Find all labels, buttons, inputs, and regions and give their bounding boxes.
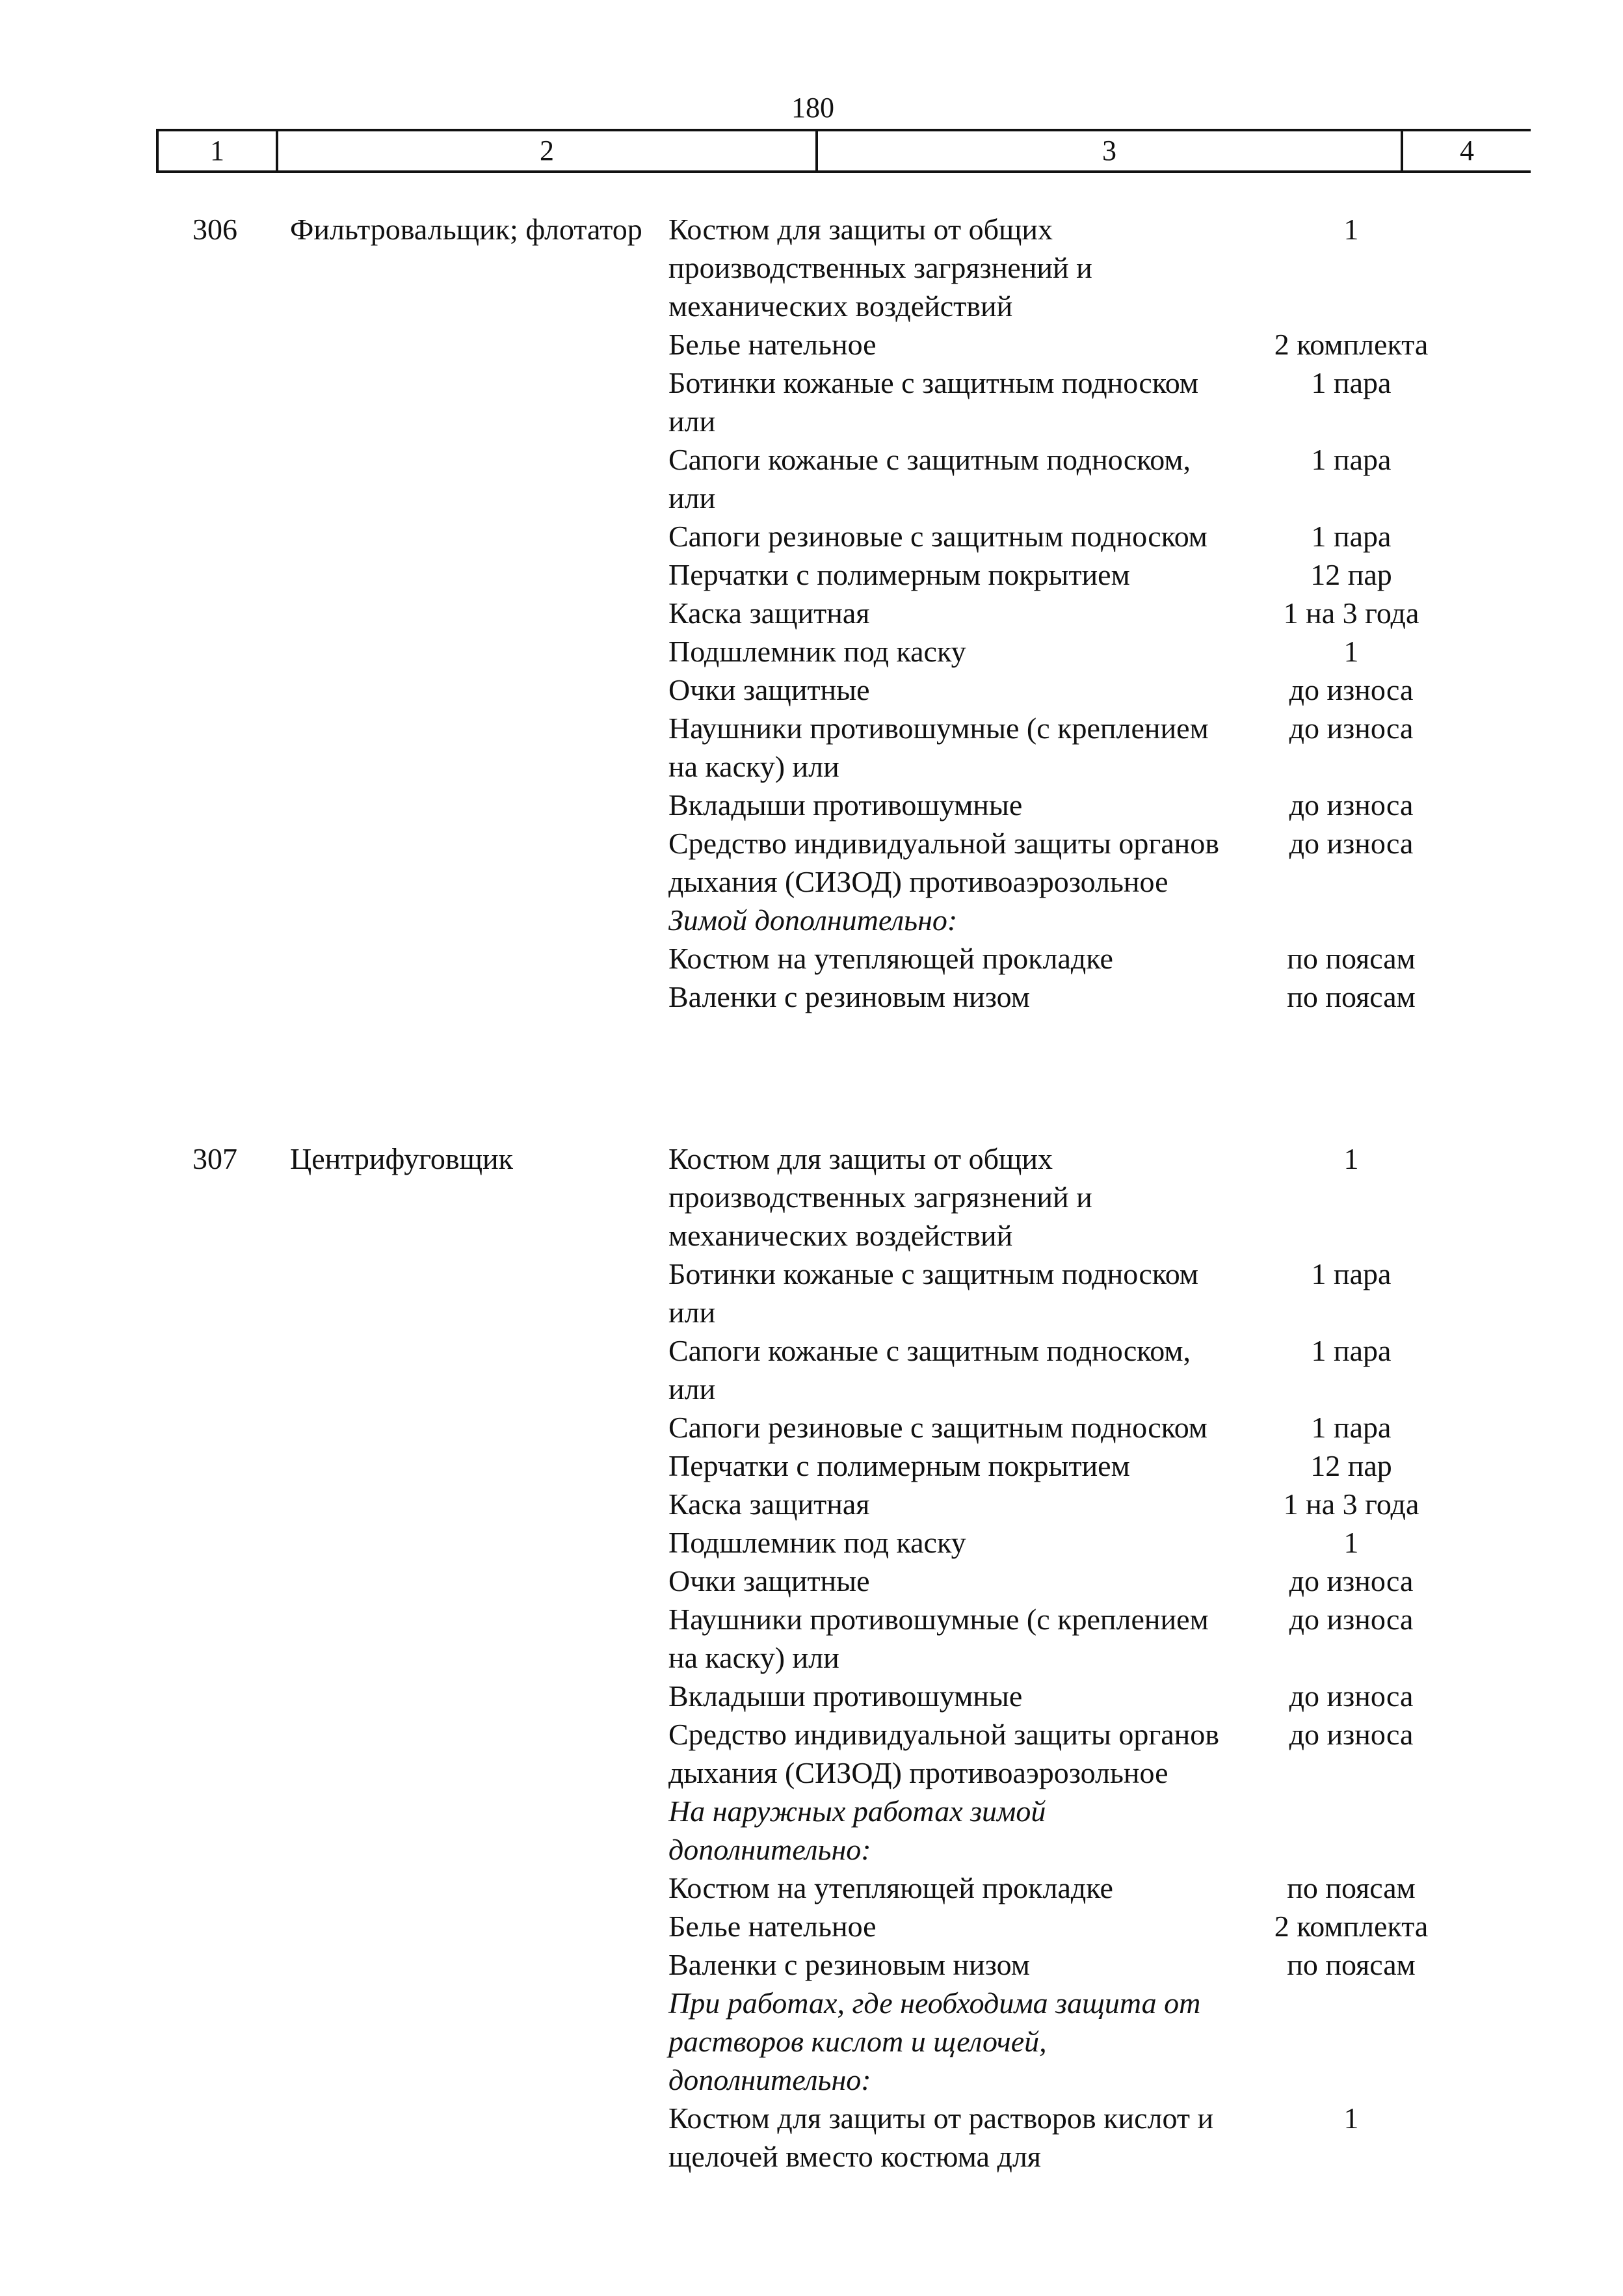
ppe-item-name: Очки защитные xyxy=(668,1564,870,1597)
entry-profession: Центрифуговщик xyxy=(290,1142,514,1175)
ppe-item-qty: 1 пара xyxy=(1311,1257,1392,1290)
ppe-item-name: Костюм на утепляющей прокладке xyxy=(668,1871,1113,1904)
ppe-item xyxy=(668,1600,1514,1677)
ppe-item-name: Сапоги кожаные с защитным подноском, или xyxy=(668,1334,1191,1406)
ppe-item-name: Средство индивидуальной защиты органов дыхания (СИЗОД) противоаэрозольное xyxy=(668,827,1219,898)
ppe-item-qty: до износа xyxy=(1289,1679,1414,1713)
ppe-item xyxy=(668,440,1514,517)
ppe-item xyxy=(668,210,1514,325)
ppe-item-name: Средство индивидуальной защиты органов дыхания (СИЗОД) противоаэрозольное xyxy=(668,1718,1219,1789)
ppe-item xyxy=(668,1447,1514,1485)
ppe-item xyxy=(668,671,1514,709)
ppe-item xyxy=(668,325,1514,364)
ppe-item xyxy=(668,1408,1514,1447)
ppe-item-qty: 12 пар xyxy=(1310,558,1392,591)
ppe-item-name: Костюм для защиты от общих производственных загрязнений и механических воздействий xyxy=(668,213,1092,323)
ppe-item-qty: 1 пара xyxy=(1311,443,1392,476)
ppe-item-name: Ботинки кожаные с защитным подноском или xyxy=(668,1257,1199,1329)
ppe-item-name: Костюм для защиты от общих производственных загрязнений и механических воздействий xyxy=(668,1142,1092,1252)
ppe-item-name: Очки защитные xyxy=(668,673,870,706)
ppe-item xyxy=(668,978,1514,1016)
ppe-item-qty: до износа xyxy=(1289,1564,1414,1597)
ppe-item xyxy=(668,632,1514,671)
ppe-item-qty: 1 xyxy=(1343,1526,1359,1559)
ppe-list xyxy=(668,210,1514,1016)
ppe-item xyxy=(668,1140,1514,1255)
ppe-item xyxy=(668,555,1514,594)
ppe-item-qty: до износа xyxy=(1289,1603,1414,1636)
ppe-item-qty: 1 xyxy=(1343,2102,1359,2135)
ppe-item xyxy=(668,939,1514,978)
ppe-item-qty: до износа xyxy=(1289,673,1414,706)
ppe-item-qty: 12 пар xyxy=(1310,1449,1392,1482)
ppe-item-name: Ботинки кожаные с защитным подноском или xyxy=(668,366,1199,438)
ppe-item-qty: 2 комплекта xyxy=(1274,1910,1429,1943)
ppe-item xyxy=(668,1715,1514,1792)
ppe-item-qty: 1 xyxy=(1343,635,1359,668)
ppe-item xyxy=(668,1255,1514,1331)
ppe-item-name: Перчатки с полимерным покрытием xyxy=(668,1449,1130,1482)
ppe-item-qty: 1 на 3 года xyxy=(1283,1488,1419,1521)
ppe-list xyxy=(668,1140,1514,2176)
ppe-item-qty: 1 пара xyxy=(1311,1334,1392,1367)
ppe-item xyxy=(668,364,1514,440)
entry-number: 307 xyxy=(192,1142,237,1175)
ppe-item xyxy=(668,1562,1514,1600)
table-header-row xyxy=(156,129,1531,173)
ppe-item xyxy=(668,1907,1514,1945)
ppe-item-name: Сапоги резиновые с защитным подноском xyxy=(668,1411,1207,1444)
header-col-4: 4 xyxy=(1460,135,1474,167)
ppe-item-name: Костюм для защиты от растворов кислот и щелочей вместо костюма для xyxy=(668,2102,1214,2173)
ppe-item-name: Каска защитная xyxy=(668,1488,870,1521)
ppe-item-name: Наушники противошумные (с креплением на каску) или xyxy=(668,712,1209,783)
ppe-item-name: Валенки с резиновым низом xyxy=(668,980,1030,1013)
ppe-item xyxy=(668,1485,1514,1523)
header-col-3: 3 xyxy=(818,131,1403,170)
ppe-item-name: Валенки с резиновым низом xyxy=(668,1948,1030,1981)
ppe-item-name: Подшлемник под каску xyxy=(668,1526,966,1559)
entry-number: 306 xyxy=(192,213,237,246)
ppe-item xyxy=(668,1523,1514,1562)
ppe-item-name: Белье нательное xyxy=(668,328,877,361)
ppe-item-qty: до износа xyxy=(1289,827,1414,860)
entry-profession: Фильтровальщик; флотатор xyxy=(290,213,642,246)
ppe-item-qty: по поясам xyxy=(1287,1871,1416,1904)
ppe-item xyxy=(668,517,1514,555)
section-note: При работах, где необходима защита от растворов кислот и щелочей, дополнительно: xyxy=(668,1986,1201,2096)
ppe-item-name: Перчатки с полимерным покрытием xyxy=(668,558,1130,591)
ppe-item xyxy=(668,824,1514,901)
ppe-item-qty: 1 пара xyxy=(1311,1411,1392,1444)
ppe-item-name: Костюм на утепляющей прокладке xyxy=(668,942,1113,975)
ppe-item-name: Каска защитная xyxy=(668,596,870,630)
ppe-item-name: Наушники противошумные (с креплением на каску) или xyxy=(668,1603,1209,1674)
ppe-item-name: Белье нательное xyxy=(668,1910,877,1943)
ppe-item-qty: 1 пара xyxy=(1311,520,1392,553)
header-col-1: 1 xyxy=(159,131,278,170)
ppe-item-qty: 1 пара xyxy=(1311,366,1392,399)
ppe-item-name: Сапоги резиновые с защитным подноском xyxy=(668,520,1207,553)
ppe-item-name: Подшлемник под каску xyxy=(668,635,966,668)
ppe-item xyxy=(668,786,1514,824)
ppe-item xyxy=(668,2099,1514,2176)
ppe-item-qty: по поясам xyxy=(1287,1948,1416,1981)
ppe-item xyxy=(668,1945,1514,1984)
section-note: Зимой дополнительно: xyxy=(668,903,958,937)
section-note: На наружных работах зимой дополнительно: xyxy=(668,1795,1046,1866)
ppe-item-qty: 1 на 3 года xyxy=(1283,596,1419,630)
ppe-item-qty: 1 xyxy=(1343,1142,1359,1175)
ppe-item xyxy=(668,1869,1514,1907)
ppe-item xyxy=(668,1331,1514,1408)
ppe-item-qty: по поясам xyxy=(1287,942,1416,975)
page-number: 180 xyxy=(791,92,834,124)
ppe-item-qty: до износа xyxy=(1289,788,1414,821)
ppe-item-qty: до износа xyxy=(1289,1718,1414,1751)
ppe-item-qty: до износа xyxy=(1289,712,1414,745)
ppe-item-name: Вкладыши противошумные xyxy=(668,1679,1023,1713)
ppe-item-name: Вкладыши противошумные xyxy=(668,788,1023,821)
ppe-item-name: Сапоги кожаные с защитным подноском, или xyxy=(668,443,1191,514)
ppe-item-qty: по поясам xyxy=(1287,980,1416,1013)
ppe-item-qty: 2 комплекта xyxy=(1274,328,1429,361)
ppe-item-qty: 1 xyxy=(1343,213,1359,246)
header-col-2: 2 xyxy=(278,131,818,170)
ppe-item xyxy=(668,1677,1514,1715)
ppe-item xyxy=(668,594,1514,632)
ppe-item xyxy=(668,709,1514,786)
